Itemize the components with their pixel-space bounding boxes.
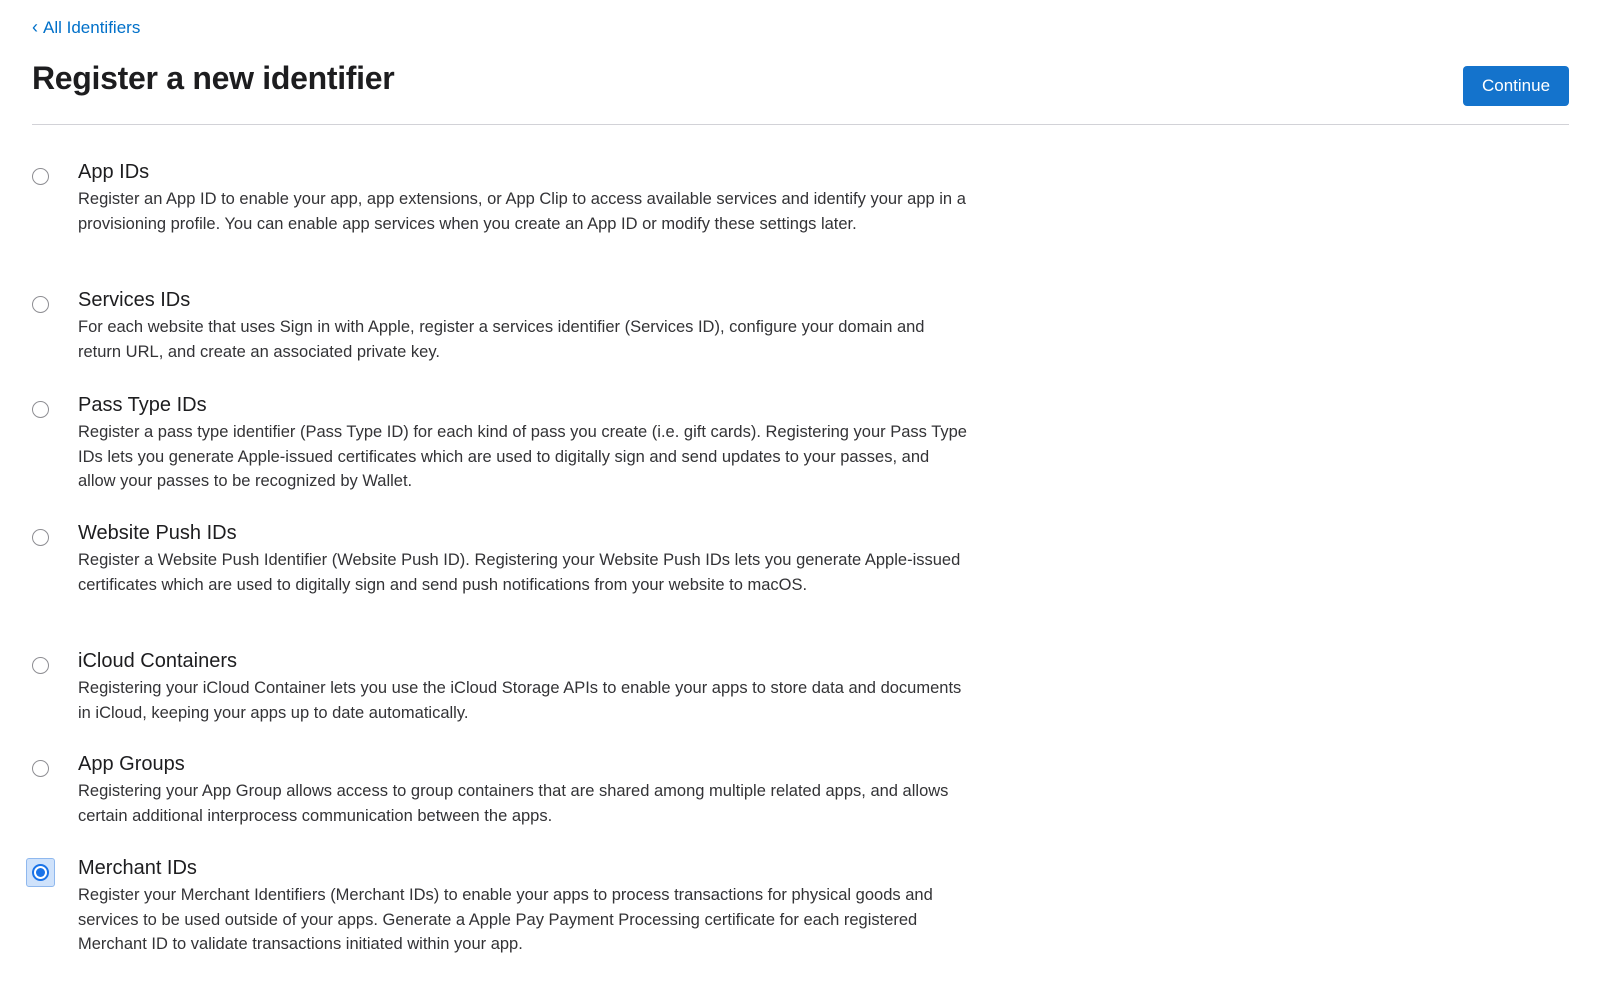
option-description: Registering your App Group allows access to group containers that are shared among multiple related apps, and allows certain additional interprocess communication between the apps. xyxy=(78,782,949,825)
radio-focus-wrap xyxy=(32,296,49,313)
radio-focus-wrap xyxy=(32,401,49,418)
radio-icloud-containers[interactable] xyxy=(32,657,49,674)
option-title: App Groups xyxy=(78,753,185,775)
radio-app-ids[interactable] xyxy=(32,168,49,185)
radio-focus-ring xyxy=(26,858,55,887)
option-title: Merchant IDs xyxy=(78,857,197,879)
option-description: Register a pass type identifier (Pass Type ID) for each kind of pass you create (i.e. gift cards). Registering your Pass Type IDs lets you generate Apple-issued certificates which are used to digitally sign and send updates to your passes, and allow your passes to be recognized by Wallet. xyxy=(78,423,967,490)
option-description: For each website that uses Sign in with Apple, register a services identifier (Services ID), configure your domain and return URL, and create an associated private key. xyxy=(78,318,925,361)
option-title: App IDs xyxy=(78,161,150,183)
radio-app-groups[interactable] xyxy=(32,760,49,777)
radio-website-push-ids[interactable] xyxy=(32,529,49,546)
radio-merchant-ids[interactable] xyxy=(32,864,49,881)
header-divider xyxy=(32,124,1569,125)
radio-focus-wrap xyxy=(32,529,49,546)
page-title: Register a new identifier xyxy=(32,60,395,96)
continue-button[interactable]: Continue xyxy=(1463,66,1569,106)
radio-focus-wrap xyxy=(32,657,49,674)
radio-pass-type-ids[interactable] xyxy=(32,401,49,418)
back-to-all-identifiers-link[interactable] xyxy=(32,18,140,38)
option-description: Register a Website Push Identifier (Website Push ID). Registering your Website Push IDs lets you generate Apple-issued certificates which are used to digitally sign and send push notifications from your website to macOS. xyxy=(78,551,961,594)
option-description: Registering your iCloud Container lets you use the iCloud Storage APIs to enable your apps to store data and documents in iCloud, keeping your apps up to date automatically. xyxy=(78,679,962,722)
back-link-label: All Identifiers xyxy=(43,18,141,37)
radio-services-ids[interactable] xyxy=(32,296,49,313)
option-title: iCloud Containers xyxy=(78,650,237,672)
option-description: Register your Merchant Identifiers (Merchant IDs) to enable your apps to process transactions for physical goods and services to be used outside of your apps. Generate a Apple Pay Payment Processing certificate for each registered Merchant ID to validate transactions initiated within your app. xyxy=(78,886,933,953)
option-title: Services IDs xyxy=(78,289,191,311)
option-title: Website Push IDs xyxy=(78,522,237,544)
chevron-left-icon: ‹ xyxy=(32,17,38,37)
option-description: Register an App ID to enable your app, app extensions, or App Clip to access available services and identify your app in a provisioning profile. You can enable app services when you create an App ID or modify these settings later. xyxy=(78,190,966,233)
radio-focus-wrap xyxy=(32,168,49,185)
option-title: Pass Type IDs xyxy=(78,394,207,416)
radio-focus-wrap xyxy=(32,760,49,777)
